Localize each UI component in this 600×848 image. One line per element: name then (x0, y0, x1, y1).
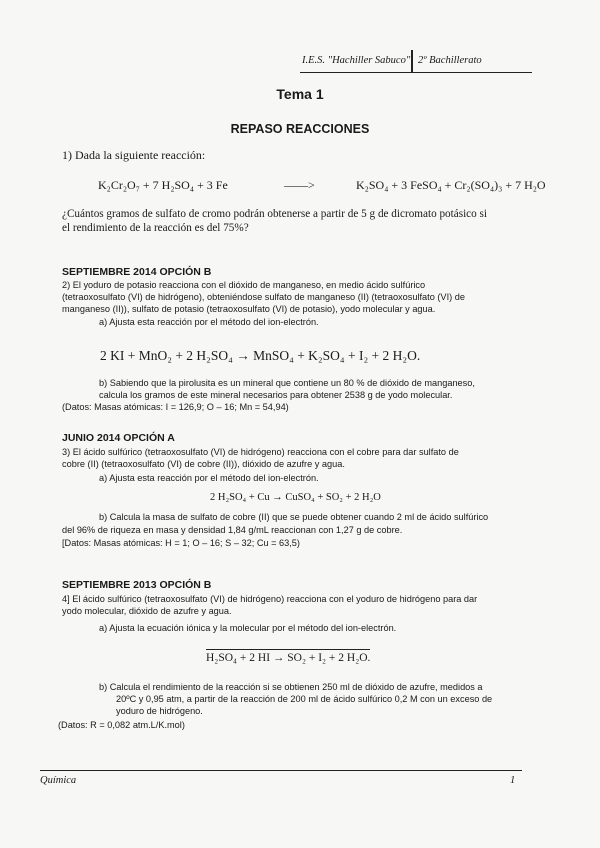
s1-paragraph-line2: (tetraoxosulfato (VI) de hidrógeno), obteniéndose sulfato de manganeso (II) (tetraoxosulfato (VI) de (62, 292, 465, 302)
footer-page-number: 1 (510, 775, 516, 786)
q1-question-line1: ¿Cuántos gramos de sulfato de cromo podrán obtenerse a partir de 5 g de dicromato potásico si (62, 208, 487, 220)
s3-part-b-line1: b) Calcula el rendimiento de la reacción si se obtienen 250 ml de dióxido de azufre, medidos a (99, 682, 483, 692)
footer-subject: Química (40, 775, 77, 786)
s3-equation: H₂SO₄ + 2 HI → SO₂ + I₂ + 2 H₂O. (206, 649, 370, 664)
section-heading-jun2014: JUNIO 2014 OPCIÓN A (62, 432, 175, 444)
header-separator (411, 50, 413, 72)
q1-reactants: K₂Cr₂O₇ + 7 H₂SO₄ + 3 Fe (98, 178, 228, 192)
s3-part-b-line2: 20ºC y 0,95 atm, a partir de la reacción de 200 ml de ácido sulfúrico 0,2 M con un exceso de (116, 694, 493, 704)
q1-question-line2: el rendimiento de la reacción es del 75%? (62, 222, 249, 234)
s2-data: [Datos: Masas atómicas: H = 1; O – 16; S – 32; Cu = 63,5) (62, 538, 300, 548)
s3-part-a: a) Ajusta la ecuación iónica y la molecular por el método del ion-electrón. (99, 623, 397, 633)
q1-products: K₂SO₄ + 3 FeSO₄ + Cr₂(SO₄)₃ + 7 H₂O (356, 178, 546, 192)
s3-part-b-line3: yoduro de hidrógeno. (116, 706, 203, 716)
footer-rule (40, 770, 522, 771)
s3-data: (Datos: R = 0,082 atm.L/K.mol) (58, 720, 185, 730)
q1-arrow: ——> (284, 178, 315, 192)
s1-paragraph-line3: manganeso (II)), sulfato de potasio (tetraoxosulfato (VI) de potasio), yodo molecular y agua. (62, 304, 436, 314)
s2-part-b-line2: del 96% de riqueza en masa y densidad 1,84 g/mL reaccionan con 1,27 g de cobre. (62, 525, 403, 535)
s3-paragraph-line1: 4] El ácido sulfúrico (tetraoxosulfato (VI) de hidrógeno) reacciona con el yoduro de hidrógeno para dar (62, 594, 478, 604)
s1-data: (Datos: Masas atómicas: I = 126,9; O – 16; Mn = 54,94) (62, 402, 289, 412)
s1-part-b-line1: b) Sabiendo que la pirolusita es un mineral que contiene un 80 % de dióxido de manganeso, (99, 378, 475, 388)
page-subtitle: REPASO REACCIONES (230, 122, 370, 136)
s1-part-b-line2: calcula los gramos de este mineral necesarios para obtener 2538 g de yodo molecular. (99, 390, 453, 400)
s1-paragraph-line1: 2) El yoduro de potasio reacciona con el dióxido de manganeso, en medio ácido sulfúrico (62, 280, 426, 290)
s2-part-a: a) Ajusta esta reacción por el método del ion-electrón. (99, 473, 319, 483)
page-title: Tema 1 (276, 86, 324, 102)
s2-paragraph-line1: 3) El ácido sulfúrico (tetraoxosulfato (VI) de hidrógeno) reacciona con el cobre para dar sulfato de (62, 447, 459, 457)
header-rule (300, 72, 532, 73)
s1-equation: 2 KI + MnO₂ + 2 H₂SO₄ → MnSO₄ + K₂SO₄ + I₂ + 2 H₂O. (100, 348, 421, 363)
s2-equation: 2 H₂SO₄ + Cu → CuSO₄ + SO₂ + 2 H₂O (210, 492, 381, 503)
section-heading-sep2014: SEPTIEMBRE 2014 OPCIÓN B (62, 266, 212, 278)
q1-intro: 1) Dada la siguiente reacción: (62, 148, 206, 162)
header-course: 2º Bachillerato (418, 55, 482, 66)
s2-paragraph-line2: cobre (II) (tetraoxosulfato (VI) de cobre (II)), dióxido de azufre y agua. (62, 459, 345, 469)
section-heading-sep2013: SEPTIEMBRE 2013 OPCIÓN B (62, 579, 212, 591)
header-school: I.E.S. "Hachiller Sabuco" (302, 55, 411, 66)
s3-paragraph-line2: yodo molecular, dióxido de azufre y agua. (62, 606, 232, 616)
s2-part-b-line1: b) Calcula la masa de sulfato de cobre (II) que se puede obtener cuando 2 ml de ácido sulfúrico (99, 512, 489, 522)
s1-part-a: a) Ajusta esta reacción por el método del ion-electrón. (99, 317, 319, 327)
